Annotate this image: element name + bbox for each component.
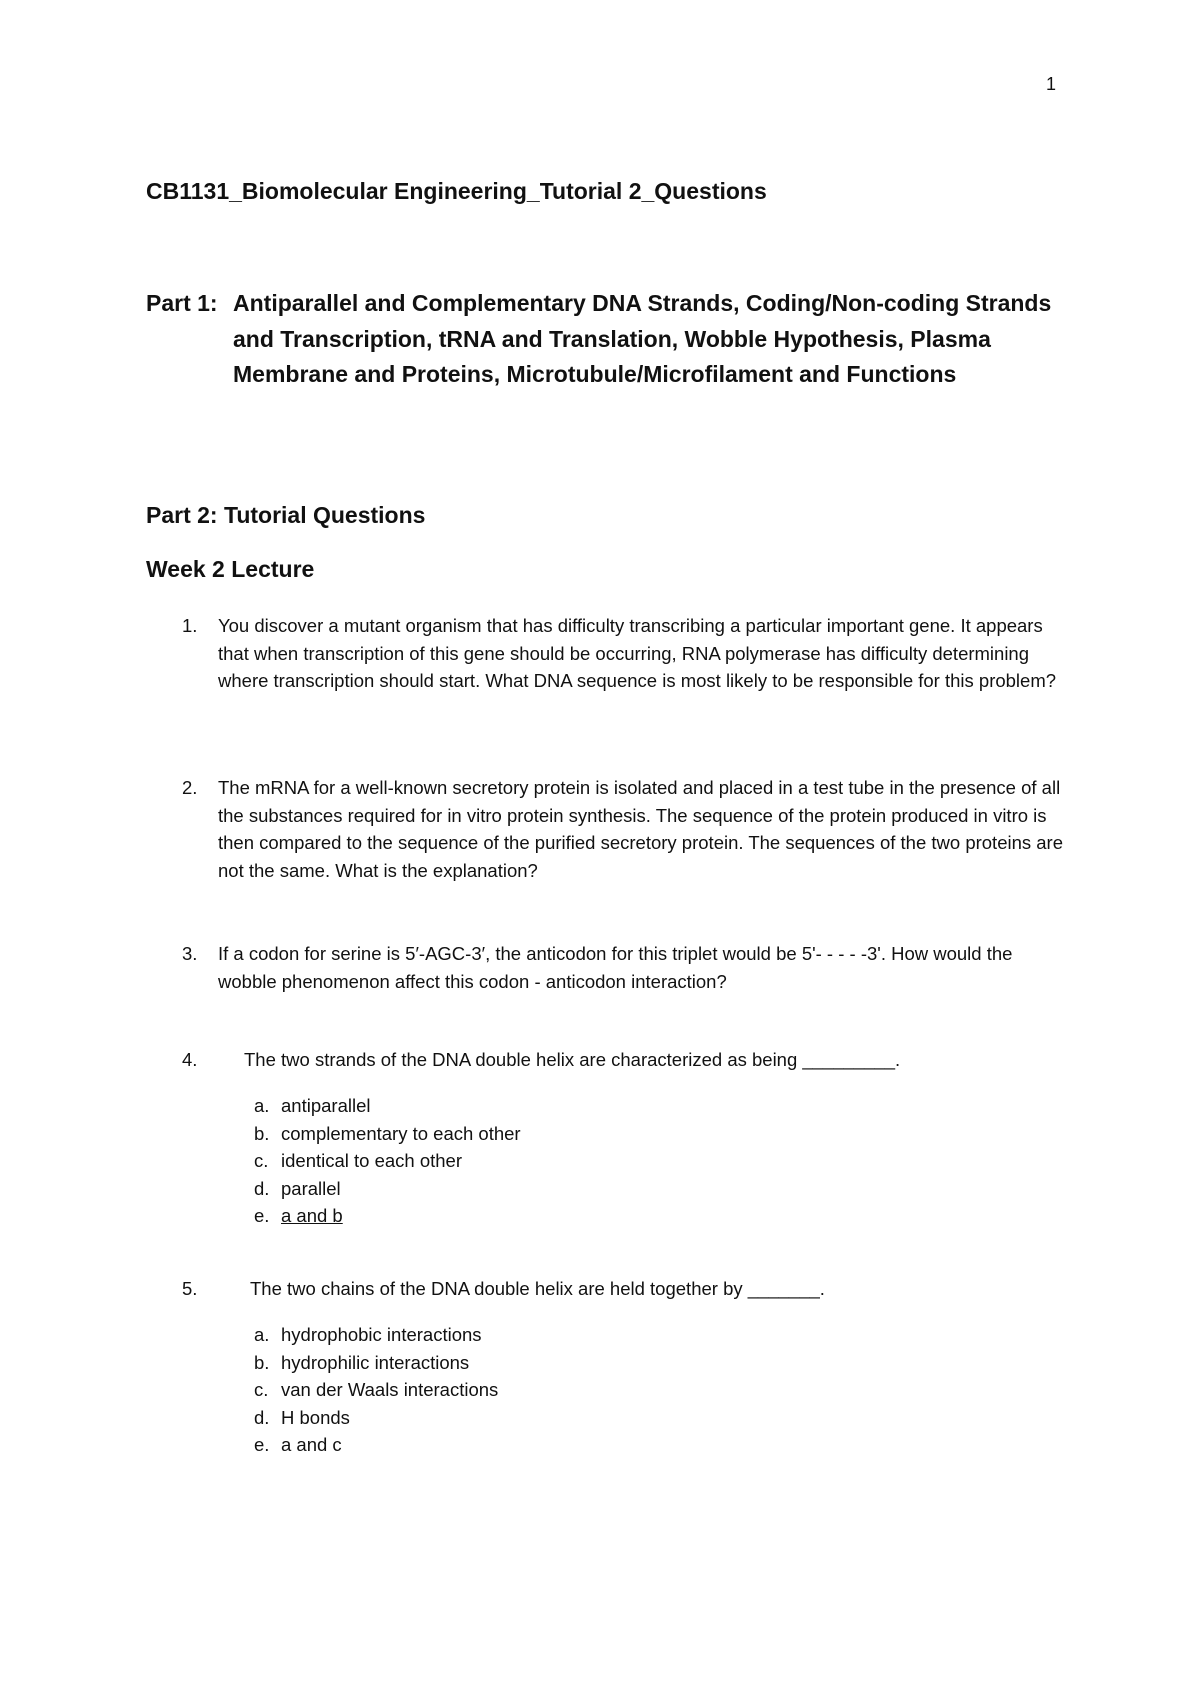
option-a	[254, 1321, 498, 1349]
option-letter: c.	[254, 1379, 269, 1400]
week-heading: Week 2 Lecture	[146, 556, 315, 582]
option-text: parallel	[281, 1177, 341, 1199]
question-number: 4.	[182, 1049, 198, 1070]
option-letter: a.	[254, 1095, 270, 1116]
option-text: hydrophilic interactions	[281, 1351, 470, 1373]
option-letter: b.	[254, 1122, 270, 1144]
question-number: 2.	[182, 777, 198, 798]
option-letter: d.	[254, 1177, 270, 1199]
option-text: van der Waals interactions	[281, 1379, 499, 1400]
question-5	[182, 1275, 1070, 1303]
question-text: The two chains of the DNA double helix are held together by _______.	[250, 1278, 825, 1299]
question-number: 5.	[182, 1278, 198, 1299]
question-text: The two strands of the DNA double helix are characterized as being _________.	[244, 1049, 901, 1070]
option-letter: a.	[254, 1324, 270, 1345]
question-1	[182, 612, 1068, 695]
option-d	[254, 1404, 498, 1432]
option-b	[254, 1349, 498, 1377]
page-number: 1	[1046, 74, 1057, 94]
option-text: a and b	[281, 1205, 343, 1226]
option-text: identical to each other	[281, 1150, 463, 1171]
option-b	[254, 1120, 521, 1148]
option-text: H bonds	[281, 1406, 350, 1428]
option-text: a and c	[281, 1434, 342, 1455]
part2-heading: Part 2: Tutorial Questions	[146, 502, 426, 528]
option-e	[254, 1202, 521, 1230]
question-text: The mRNA for a well-known secretory protein is isolated and placed in a test tube in the presence of all the substances required for in vitro protein synthesis. The sequence of the protein produced in vitro is then compared to the sequence of the purified secretory protein. The sequences of the two proteins are not the same. What is the explanation?	[218, 777, 1064, 881]
option-a	[254, 1092, 521, 1120]
option-text: hydrophobic interactions	[281, 1324, 482, 1345]
question-4-options	[254, 1092, 521, 1230]
option-letter: c.	[254, 1150, 269, 1171]
option-c	[254, 1376, 498, 1404]
question-text: If a codon for serine is 5′-AGC-3′, the anticodon for this triplet would be 5'- - - - -3'. How would the wobble phenomenon affect this codon - anticodon interaction?	[218, 943, 1013, 992]
question-4	[182, 1046, 1064, 1074]
question-2	[182, 774, 1068, 884]
question-number: 3.	[182, 943, 198, 964]
option-e	[254, 1431, 498, 1459]
option-text: antiparallel	[281, 1095, 371, 1116]
option-c	[254, 1147, 521, 1175]
option-text: complementary to each other	[281, 1122, 521, 1144]
question-3	[182, 940, 1068, 995]
option-letter: e.	[254, 1205, 270, 1226]
document-title: CB1131_Biomolecular Engineering_Tutorial 2_Questions	[146, 178, 767, 204]
question-text: You discover a mutant organism that has difficulty transcribing a particular important gene. It appears that when transcription of this gene should be occurring, RNA polymerase has difficulty determining where transcription should start. What DNA sequence is most likely to be responsible for this problem?	[218, 615, 1057, 691]
option-letter: d.	[254, 1406, 270, 1428]
option-letter: b.	[254, 1351, 270, 1373]
part1-label: Part 1:	[146, 290, 218, 316]
question-5-options	[254, 1321, 498, 1459]
part1-heading	[146, 286, 1086, 393]
question-number: 1.	[182, 615, 198, 636]
part1-text: Antiparallel and Complementary DNA Strands, Coding/Non-coding Strands and Transcription, tRNA and Translation, Wobble Hypothesis, Plasma Membrane and Proteins, Microtubule/Microfilament and Functions	[233, 290, 1052, 387]
option-d	[254, 1175, 521, 1203]
option-letter: e.	[254, 1434, 270, 1455]
